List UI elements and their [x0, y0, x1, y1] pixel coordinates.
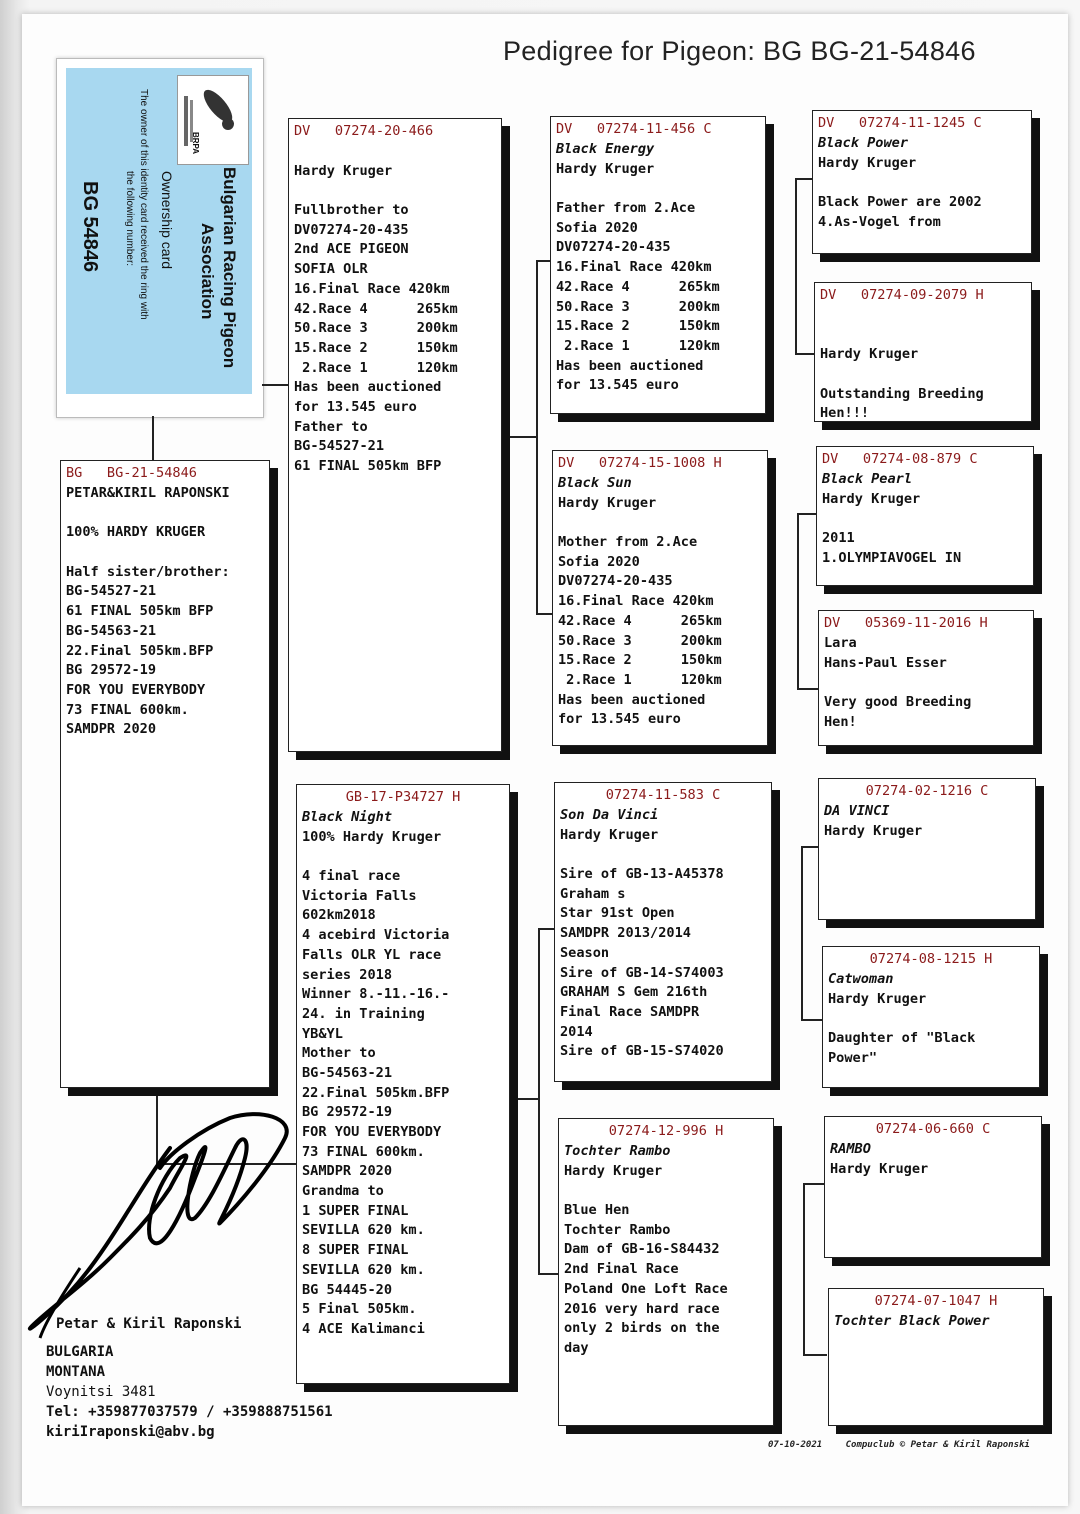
- connector-dam-v: [538, 928, 540, 1274]
- sd-line: Black Sun: [558, 475, 632, 491]
- connector-sd-h2: [797, 688, 819, 690]
- card-logo: [177, 75, 249, 165]
- ss-line: [556, 179, 760, 199]
- dam-ring: GB-17-P34727 H: [345, 789, 461, 805]
- ds-line: Sire of GB-13-A45378: [560, 866, 724, 883]
- sds-line: Hardy Kruger: [822, 490, 921, 507]
- dam-line: 4 final race: [302, 868, 401, 885]
- owner-street: Voynitsi 3481: [46, 1384, 156, 1400]
- ssd-ring: DV 07274-09-2079 H: [820, 287, 984, 303]
- subject-line: BG-54527-21: [66, 583, 157, 600]
- connector-sire-in: [510, 436, 538, 438]
- ss-lines: [556, 140, 760, 396]
- connector-card-subject: [152, 416, 154, 462]
- connector-dd-v: [803, 1183, 805, 1355]
- dam-line: SEVILLA 620 km.: [302, 1222, 425, 1239]
- ssd-line: Hardy Kruger: [820, 346, 919, 363]
- connector-dd-h1: [803, 1183, 825, 1185]
- connector-dam-in: [516, 1098, 540, 1100]
- dam-lines: [302, 808, 504, 1340]
- sd-line: 42.Race 4 265km: [558, 612, 722, 629]
- dsd-box: [822, 946, 1040, 1088]
- sire-line: SOFIA OLR: [294, 261, 368, 278]
- ownership-card: [56, 58, 264, 418]
- ss-line: for 13.545 euro: [556, 377, 679, 394]
- sire-box: [288, 118, 502, 752]
- dsd-line: Catwoman: [828, 971, 894, 987]
- sd-line: 15.Race 2 150km: [558, 652, 722, 669]
- ds-line: Graham s: [560, 885, 626, 902]
- dsd-lines: [828, 970, 1034, 1068]
- ss-line: Has been auctioned: [556, 357, 704, 374]
- ds-line: SAMDPR 2013/2014: [560, 925, 691, 942]
- subject-line: BG-54563-21: [66, 622, 157, 639]
- dam-line: Falls OLR YL race: [302, 946, 442, 963]
- ds-line: Star 91st Open: [560, 905, 675, 922]
- sire-line: [294, 142, 496, 162]
- subject-line: PETAR&KIRIL RAPONSKI: [66, 485, 230, 501]
- sds-lines: [822, 470, 1028, 568]
- ds-line: Final Race SAMDPR: [560, 1003, 700, 1020]
- subject-box: [60, 460, 270, 1088]
- subject-line: FOR YOU EVERYBODY: [66, 681, 206, 698]
- subject-line: SAMDPR 2020: [66, 721, 157, 738]
- ss-line: 16.Final Race 420km: [556, 259, 712, 276]
- pigeon-logo-icon: [178, 76, 248, 164]
- sire-line: 15.Race 2 150km: [294, 339, 458, 356]
- dsd-ring: 07274-08-1215 H: [869, 951, 993, 967]
- sire-line: Fullbrother to: [294, 202, 409, 219]
- connector-sd-h1: [797, 513, 817, 515]
- ds-lines: [560, 806, 766, 1062]
- sdd-line: Hen!: [824, 713, 857, 730]
- dam-line: 24. in Training: [302, 1005, 425, 1022]
- ds-line: Sire of GB-14-S74003: [560, 964, 724, 981]
- sire-line: 2nd ACE PIGEON: [294, 241, 409, 258]
- dsd-line: Power": [828, 1049, 878, 1066]
- dam-line: BG 54445-20: [302, 1281, 393, 1298]
- sss-line: Black Power are 2002: [818, 194, 982, 211]
- footer-credit: Compuclub © Petar & Kiril Raponski: [845, 1440, 1030, 1450]
- ss-line: Father from 2.Ace: [556, 200, 696, 217]
- dd-line: 2nd Final Race: [564, 1261, 679, 1278]
- dam-line: 73 FINAL 600km.: [302, 1143, 425, 1160]
- owner-city: MONTANA: [46, 1364, 106, 1380]
- sire-line: Hardy Kruger: [294, 162, 393, 179]
- card-logo-abbr: BRPA: [191, 132, 200, 155]
- sdd-ring: DV 05369-11-2016 H: [824, 615, 988, 631]
- dd-line: Hardy Kruger: [564, 1162, 663, 1179]
- subject-line: 61 FINAL 505km BFP: [66, 603, 214, 620]
- owner-email: kiriIraponski@abv.bg: [46, 1424, 215, 1440]
- dd-box: [558, 1118, 774, 1426]
- dam-line: series 2018: [302, 966, 393, 983]
- card-subtitle: Ownership card: [159, 171, 175, 270]
- sire-ring: DV 07274-20-466: [294, 123, 434, 139]
- dam-line: 8 SUPER FINAL: [302, 1242, 409, 1259]
- dam-line: 22.Final 505km.BFP: [302, 1084, 450, 1101]
- signature-icon: [20, 1108, 320, 1358]
- sss-lines: [818, 134, 1026, 232]
- ss-line: 50.Race 3 200km: [556, 298, 720, 315]
- ds-line: Sire of GB-15-S74020: [560, 1043, 724, 1060]
- ds-line: Son Da Vinci: [560, 807, 659, 823]
- sire-line: 50.Race 3 200km: [294, 320, 458, 337]
- subject-line: 100% HARDY KRUGER: [66, 524, 206, 541]
- sd-line: Mother from 2.Ace: [558, 534, 698, 551]
- dd-line: only 2 birds on the: [564, 1320, 720, 1337]
- sire-line: DV07274-20-435: [294, 221, 409, 238]
- ddd-lines: [834, 1312, 1038, 1332]
- sdd-line: Lara: [824, 635, 857, 651]
- sds-ring: DV 07274-08-879 C: [822, 451, 978, 467]
- connector-ss-v: [795, 178, 797, 354]
- dam-line: Victoria Falls: [302, 887, 417, 904]
- ss-line: 42.Race 4 265km: [556, 278, 720, 295]
- ss-ring: DV 07274-11-456 C: [556, 121, 712, 137]
- sds-line: 1.OLYMPIAVOGEL IN: [822, 549, 962, 566]
- sd-line: 50.Race 3 200km: [558, 632, 722, 649]
- ss-line: DV07274-20-435: [556, 239, 671, 256]
- card-ring-number: BG 54846: [79, 181, 101, 273]
- dam-line: Mother to: [302, 1045, 376, 1062]
- ssd-line: Hen!!!: [820, 405, 870, 422]
- dds-box: [824, 1116, 1042, 1258]
- ds-line: Hardy Kruger: [560, 826, 659, 843]
- subject-line: 73 FINAL 600km.: [66, 701, 189, 718]
- sdd-lines: [824, 634, 1028, 732]
- dam-line: FOR YOU EVERYBODY: [302, 1124, 442, 1140]
- dd-line: Dam of GB-16-S84432: [564, 1241, 720, 1258]
- sd-line: 2.Race 1 120km: [558, 671, 722, 688]
- ssd-line: [820, 306, 1026, 326]
- ddd-ring: 07274-07-1047 H: [874, 1293, 998, 1309]
- connector-ds-v: [801, 846, 803, 1020]
- dam-line: SAMDPR 2020: [302, 1163, 393, 1180]
- dd-ring: 07274-12-996 H: [608, 1123, 724, 1139]
- sds-line: 2011: [822, 530, 855, 547]
- dd-line: Poland One Loft Race: [564, 1280, 728, 1297]
- ssd-line: [820, 326, 1026, 346]
- sss-line: Hardy Kruger: [818, 154, 917, 171]
- ds-line: Season: [560, 944, 610, 961]
- dd-lines: [564, 1142, 768, 1359]
- dam-line: 1 SUPER FINAL: [302, 1202, 409, 1219]
- sds-box: [816, 446, 1034, 586]
- sd-line: [558, 513, 762, 533]
- sd-line: 16.Final Race 420km: [558, 593, 714, 610]
- sire-line: Father to: [294, 418, 368, 435]
- dds-line: Hardy Kruger: [830, 1160, 929, 1177]
- ssd-lines: [820, 306, 1026, 422]
- sss-ring: DV 07274-11-1245 C: [818, 115, 982, 131]
- owner-name: Petar & Kiril Raponski: [56, 1316, 242, 1332]
- dd-line: Tochter Rambo: [564, 1221, 671, 1238]
- dss-lines: [824, 802, 1030, 841]
- dam-line: 4 ACE Kalimanci: [302, 1320, 425, 1337]
- card-org-line1: Bulgarian Racing Pigeon: [220, 167, 239, 369]
- sss-box: [812, 110, 1032, 254]
- connector-ds-h1: [801, 846, 819, 848]
- connector-ds-h2: [801, 1019, 823, 1021]
- sds-line: [822, 509, 1028, 529]
- sd-box: [552, 450, 768, 746]
- sdd-box: [818, 610, 1034, 746]
- dam-box: [296, 784, 510, 1384]
- page-title: Pedigree for Pigeon: BG BG-21-54846: [503, 36, 976, 66]
- sss-line: [818, 173, 1026, 193]
- ds-box: [554, 782, 772, 1082]
- dam-line: Grandma to: [302, 1183, 384, 1200]
- sd-ring: DV 07274-15-1008 H: [558, 455, 722, 471]
- dsd-line: Hardy Kruger: [828, 990, 927, 1007]
- owner-tel: Tel: +359877037579 / +359888751561: [46, 1404, 333, 1420]
- ss-line: Sofia 2020: [556, 219, 638, 236]
- dam-line: 4 acebird Victoria: [302, 927, 450, 944]
- ds-ring: 07274-11-583 C: [605, 787, 721, 803]
- connector-ss-h2: [795, 353, 815, 355]
- dss-ring: 07274-02-1216 C: [865, 783, 989, 799]
- sire-line: BG-54527-21: [294, 438, 385, 455]
- dd-line: 2016 very hard race: [564, 1300, 720, 1317]
- dss-line: DA VINCI: [824, 803, 890, 819]
- sdd-line: Hans-Paul Esser: [824, 654, 947, 671]
- ds-line: GRAHAM S Gem 216th: [560, 984, 708, 1001]
- dd-line: [564, 1181, 768, 1201]
- sire-line: 42.Race 4 265km: [294, 300, 458, 317]
- ds-line: 2014: [560, 1023, 593, 1040]
- dam-line: BG-54563-21: [302, 1064, 393, 1081]
- ds-line: [560, 845, 766, 865]
- owner-country: BULGARIA: [46, 1344, 114, 1360]
- card-org-line2: Association: [198, 223, 217, 320]
- ss-line: 15.Race 2 150km: [556, 318, 720, 335]
- sdd-line: Very good Breeding: [824, 694, 972, 711]
- dd-line: Blue Hen: [564, 1202, 630, 1219]
- dam-line: 5 Final 505km.: [302, 1301, 417, 1318]
- sire-line: 61 FINAL 505km BFP: [294, 458, 442, 474]
- dam-line: BG 29572-19: [302, 1104, 393, 1121]
- sire-line: 16.Final Race 420km: [294, 280, 450, 297]
- footer: [768, 1440, 1048, 1450]
- subject-line: [66, 504, 264, 524]
- sds-line: Black Pearl: [822, 471, 913, 487]
- dam-line: 602km2018: [302, 907, 376, 924]
- dam-line: [302, 847, 504, 867]
- ddd-box: [828, 1288, 1044, 1426]
- card-text-2: the following number:: [124, 171, 135, 267]
- sire-line: Has been auctioned: [294, 379, 442, 396]
- connector-sd-v: [797, 513, 799, 689]
- dam-line: YB&YL: [302, 1025, 343, 1042]
- dds-line: RAMBO: [830, 1141, 871, 1157]
- dds-ring: 07274-06-660 C: [875, 1121, 991, 1137]
- sss-line: 4.As-Vogel from: [818, 213, 941, 230]
- ssd-line: Outstanding Breeding: [820, 385, 984, 402]
- ss-line: Hardy Kruger: [556, 160, 655, 177]
- subject-line: 22.Final 505km.BFP: [66, 642, 214, 659]
- ss-line: 2.Race 1 120km: [556, 337, 720, 354]
- sd-line: for 13.545 euro: [558, 711, 681, 728]
- sd-lines: [558, 474, 762, 730]
- sire-lines: [294, 142, 496, 477]
- sire-line: for 13.545 euro: [294, 398, 417, 415]
- dss-line: Hardy Kruger: [824, 822, 923, 839]
- subject-line: BG 29572-19: [66, 662, 157, 679]
- ddd-line: Tochter Black Power: [834, 1313, 990, 1329]
- sd-line: Sofia 2020: [558, 553, 640, 570]
- subject-line: [66, 543, 264, 563]
- dd-line: Tochter Rambo: [564, 1143, 671, 1159]
- sire-line: 2.Race 1 120km: [294, 359, 458, 376]
- ss-line: Black Energy: [556, 141, 655, 157]
- dam-line: Winner 8.-11.-16.-: [302, 986, 450, 1003]
- footer-date: 07-10-2021: [768, 1440, 823, 1450]
- card-text-1: The owner of this identity card received the ring with: [138, 89, 149, 320]
- ss-box: [550, 116, 766, 414]
- dds-lines: [830, 1140, 1036, 1179]
- dsd-line: Daughter of "Black: [828, 1030, 976, 1047]
- sdd-line: [824, 673, 1028, 693]
- ssd-line: [820, 365, 1026, 385]
- sd-line: Has been auctioned: [558, 691, 706, 708]
- sd-line: Hardy Kruger: [558, 494, 657, 511]
- sd-line: DV07274-20-435: [558, 573, 673, 590]
- subject-line: Half sister/brother:: [66, 563, 230, 580]
- subject-ring: BG BG-21-54846: [66, 465, 197, 481]
- ssd-box: [814, 282, 1032, 422]
- dsd-line: [828, 1009, 1034, 1029]
- dam-line: Black Night: [302, 809, 393, 825]
- connector-dam-h2: [538, 1273, 558, 1275]
- dam-line: SEVILLA 620 km.: [302, 1261, 425, 1278]
- sss-line: Black Power: [818, 135, 909, 151]
- dd-line: day: [564, 1339, 589, 1356]
- subject-lines: [66, 484, 264, 740]
- sire-line: [294, 181, 496, 201]
- dam-line: 100% Hardy Kruger: [302, 828, 442, 845]
- connector-dd-h2: [803, 1354, 827, 1356]
- dss-box: [818, 778, 1036, 920]
